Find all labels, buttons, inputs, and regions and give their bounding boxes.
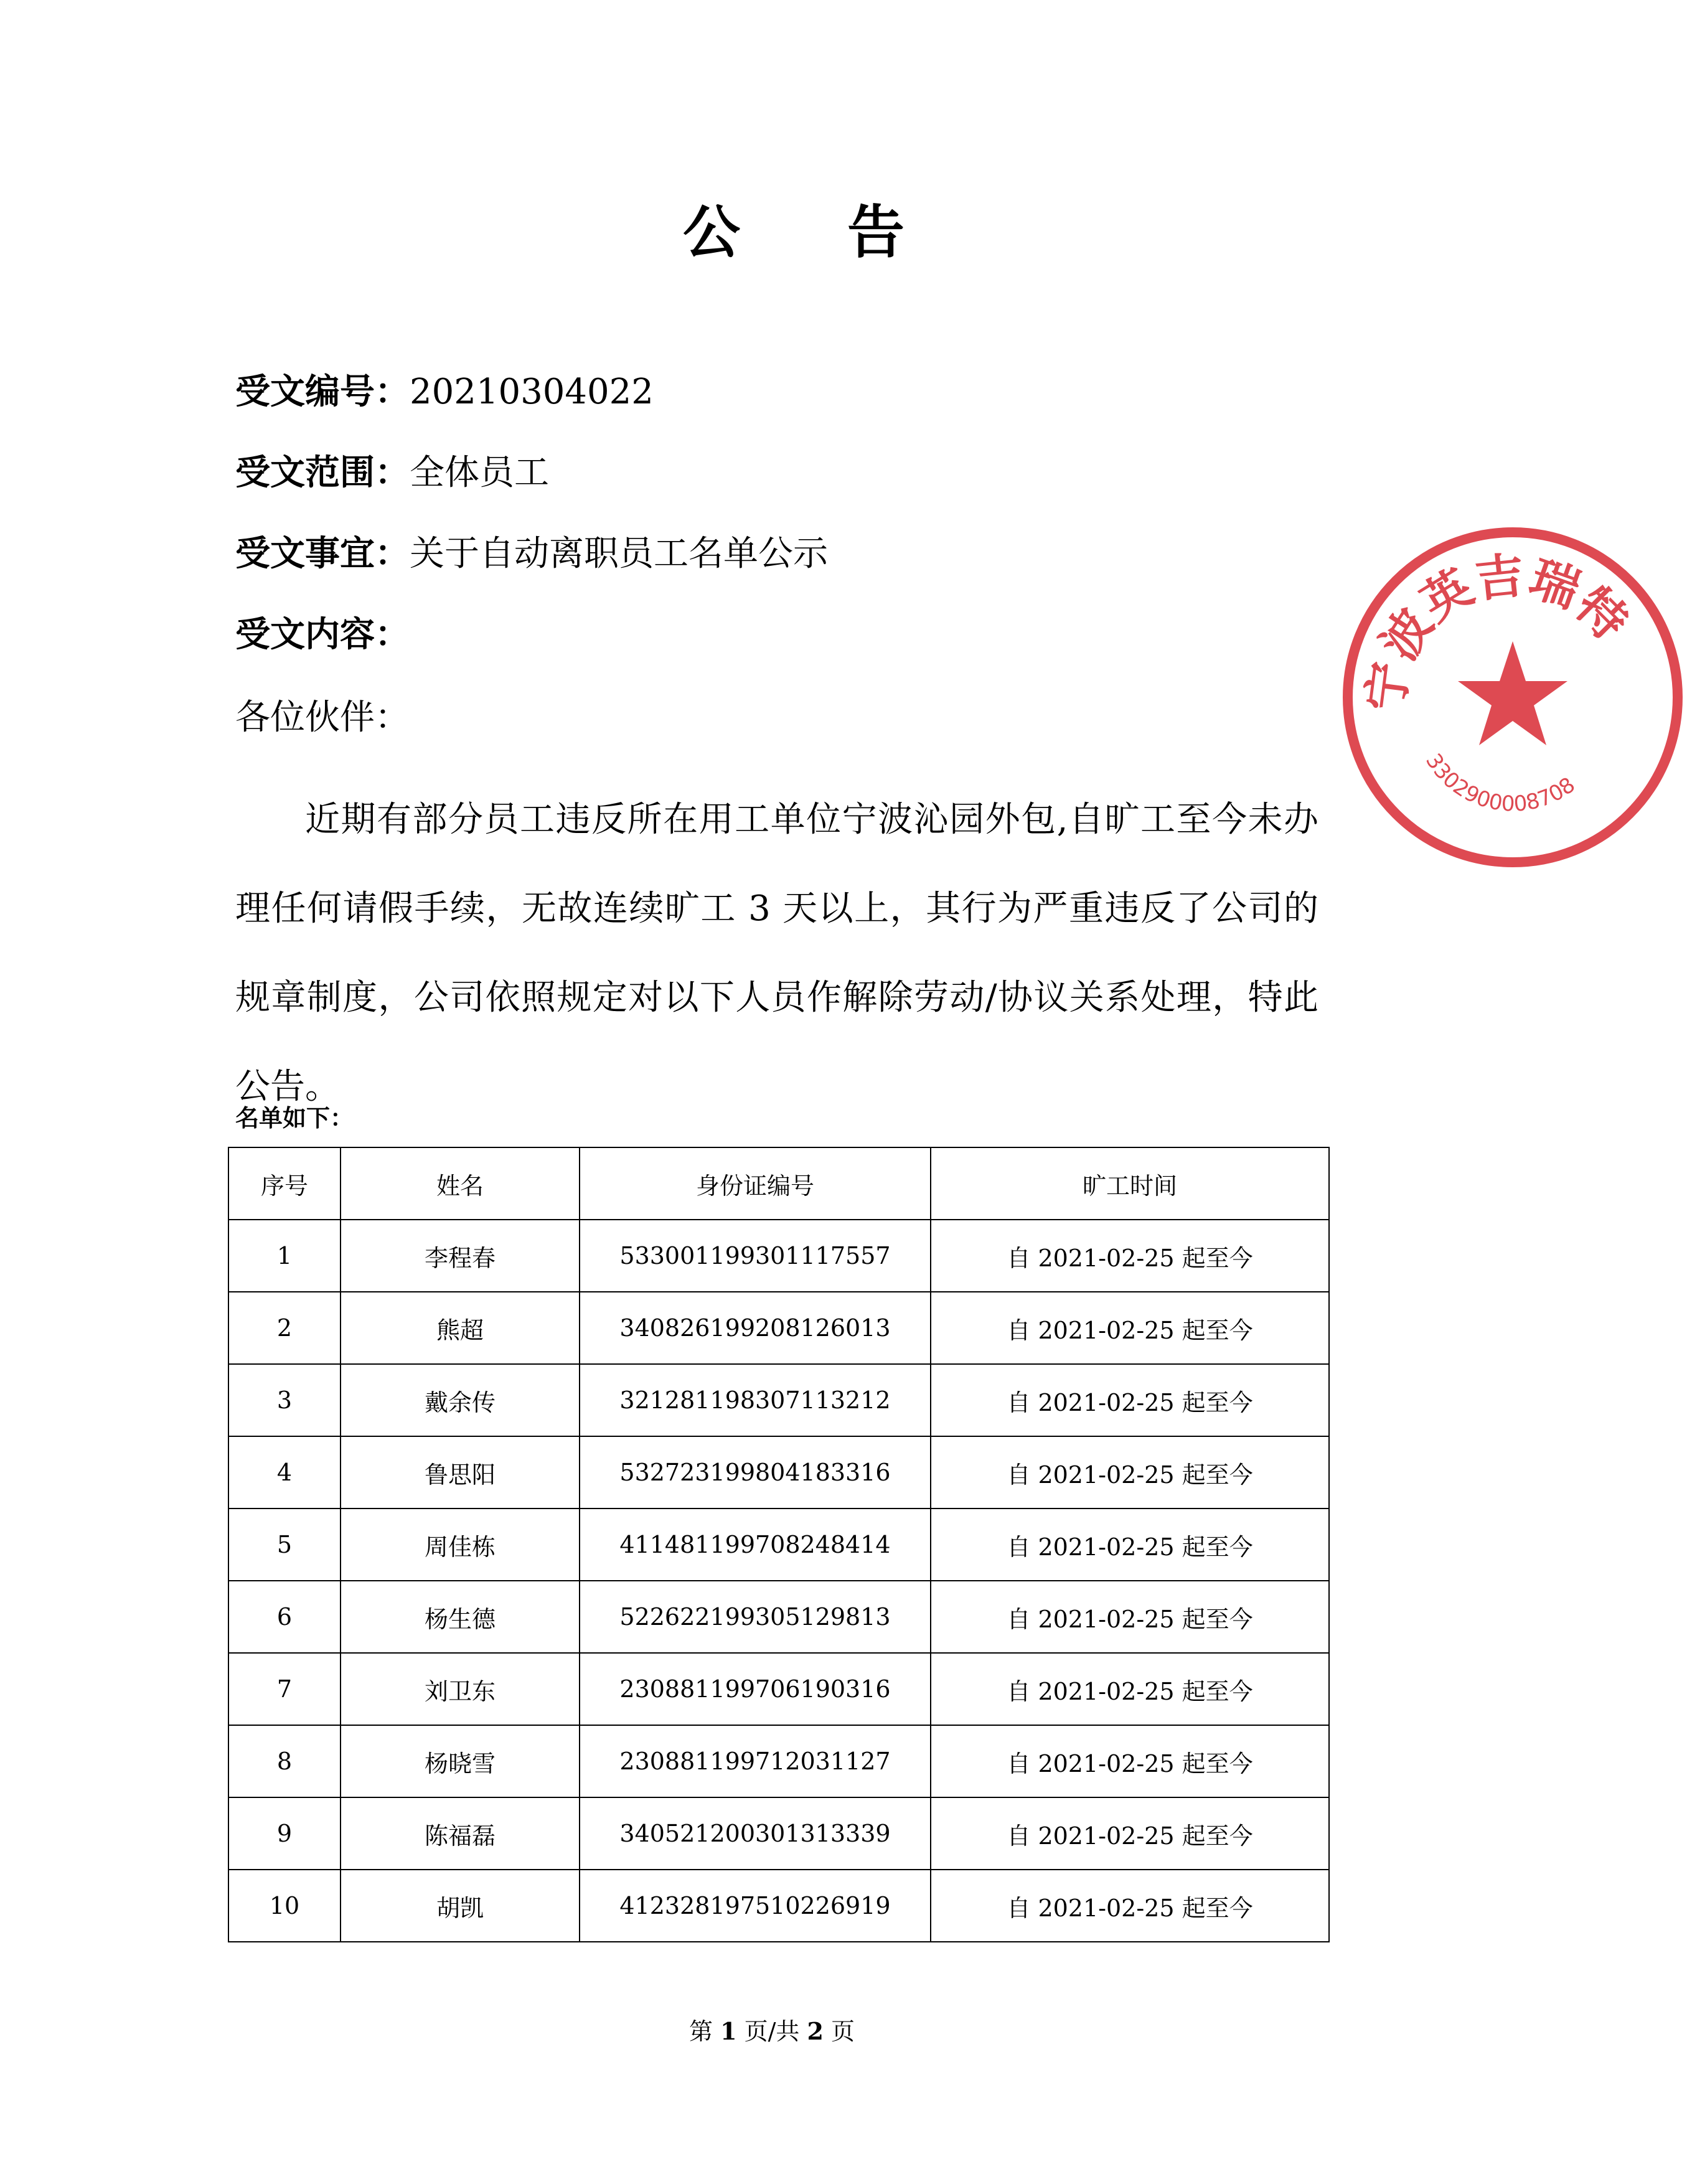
cell-absence-period: 自 2021-02-25 起至今 bbox=[931, 1436, 1329, 1509]
cell-id-number: 230881199706190316 bbox=[580, 1653, 931, 1725]
cell-name: 周佳栋 bbox=[341, 1509, 580, 1581]
seal-company-name: 宁波英吉瑞特 bbox=[1358, 547, 1638, 715]
field-document-number bbox=[235, 370, 654, 414]
total-page-count: 2 bbox=[807, 2017, 824, 2045]
document-title: 公 告 bbox=[682, 199, 949, 266]
header-id-number: 身份证编号 bbox=[580, 1147, 931, 1220]
cell-name: 杨晓雪 bbox=[341, 1725, 580, 1797]
cell-index: 6 bbox=[228, 1581, 341, 1653]
field-value: 关于自动离职员工名单公示 bbox=[410, 534, 828, 574]
cell-absence-period: 自 2021-02-25 起至今 bbox=[931, 1364, 1329, 1436]
cell-absence-period: 自 2021-02-25 起至今 bbox=[931, 1292, 1329, 1364]
cell-name: 戴余传 bbox=[341, 1364, 580, 1436]
cell-absence-period: 自 2021-02-25 起至今 bbox=[931, 1220, 1329, 1292]
table-row bbox=[228, 1509, 1329, 1581]
header-index: 序号 bbox=[228, 1147, 341, 1220]
cell-absence-period: 自 2021-02-25 起至今 bbox=[931, 1509, 1329, 1581]
header-absence-period: 旷工时间 bbox=[931, 1147, 1329, 1220]
cell-index: 5 bbox=[228, 1509, 341, 1581]
current-page-number: 1 bbox=[720, 2017, 737, 2045]
table-row bbox=[228, 1870, 1329, 1942]
field-value: 全体员工 bbox=[410, 453, 549, 493]
table-row bbox=[228, 1653, 1329, 1725]
cell-index: 10 bbox=[228, 1870, 341, 1942]
body-paragraph: 近期有部分员工违反所在用工单位宁波沁园外包,自旷工至今未办理任何请假手续，无故连续旷工 3 天以上，其行为严重违反了公司的规章制度，公司依照规定对以下人员作解除劳动/协议关系处理，特此公告。 bbox=[235, 799, 1318, 1107]
cell-id-number: 230881199712031127 bbox=[580, 1725, 931, 1797]
table-row bbox=[228, 1581, 1329, 1653]
cell-name: 熊超 bbox=[341, 1292, 580, 1364]
seal-number: 3302900008708 bbox=[1421, 749, 1580, 817]
cell-absence-period: 自 2021-02-25 起至今 bbox=[931, 1653, 1329, 1725]
table-row bbox=[228, 1292, 1329, 1364]
table-row bbox=[228, 1364, 1329, 1436]
cell-index: 2 bbox=[228, 1292, 341, 1364]
cell-id-number: 340521200301313339 bbox=[580, 1797, 931, 1870]
cell-index: 1 bbox=[228, 1220, 341, 1292]
company-seal bbox=[1338, 523, 1687, 872]
field-scope bbox=[235, 451, 549, 495]
table-header-row bbox=[228, 1147, 1329, 1220]
cell-id-number: 411481199708248414 bbox=[580, 1509, 931, 1581]
cell-absence-period: 自 2021-02-25 起至今 bbox=[931, 1581, 1329, 1653]
seal-star-icon bbox=[1458, 641, 1567, 745]
seal-number-text bbox=[1421, 749, 1580, 817]
cell-name: 刘卫东 bbox=[341, 1653, 580, 1725]
table-row bbox=[228, 1220, 1329, 1292]
header-name: 姓名 bbox=[341, 1147, 580, 1220]
cell-name: 陈福磊 bbox=[341, 1797, 580, 1870]
cell-id-number: 522622199305129813 bbox=[580, 1581, 931, 1653]
list-heading: 名单如下： bbox=[235, 1104, 354, 1132]
footer-middle: 页/共 bbox=[736, 2018, 807, 2045]
cell-id-number: 532723199804183316 bbox=[580, 1436, 931, 1509]
cell-index: 4 bbox=[228, 1436, 341, 1509]
footer-suffix: 页 bbox=[823, 2018, 855, 2045]
cell-name: 杨生德 bbox=[341, 1581, 580, 1653]
cell-id-number: 412328197510226919 bbox=[580, 1870, 931, 1942]
cell-name: 鲁思阳 bbox=[341, 1436, 580, 1509]
field-label: 受文内容： bbox=[235, 614, 410, 655]
cell-index: 3 bbox=[228, 1364, 341, 1436]
table-row bbox=[228, 1725, 1329, 1797]
cell-index: 7 bbox=[228, 1653, 341, 1725]
table-row bbox=[228, 1797, 1329, 1870]
cell-index: 9 bbox=[228, 1797, 341, 1870]
cell-name: 李程春 bbox=[341, 1220, 580, 1292]
field-label: 受文范围： bbox=[235, 453, 410, 493]
page-footer bbox=[0, 2012, 1544, 2046]
cell-absence-period: 自 2021-02-25 起至今 bbox=[931, 1870, 1329, 1942]
employee-table bbox=[228, 1147, 1330, 1942]
field-label: 受文事宜： bbox=[235, 534, 410, 574]
cell-id-number: 321281198307113212 bbox=[580, 1364, 931, 1436]
field-subject bbox=[235, 532, 828, 576]
field-value: 20210304022 bbox=[410, 372, 654, 412]
cell-index: 8 bbox=[228, 1725, 341, 1797]
cell-absence-period: 自 2021-02-25 起至今 bbox=[931, 1797, 1329, 1870]
field-content bbox=[235, 613, 410, 657]
cell-name: 胡凯 bbox=[341, 1870, 580, 1942]
cell-id-number: 533001199301117557 bbox=[580, 1220, 931, 1292]
table-row bbox=[228, 1436, 1329, 1509]
cell-id-number: 340826199208126013 bbox=[580, 1292, 931, 1364]
cell-absence-period: 自 2021-02-25 起至今 bbox=[931, 1725, 1329, 1797]
greeting: 各位伙伴： bbox=[235, 697, 410, 738]
field-label: 受文编号： bbox=[235, 372, 410, 412]
footer-prefix: 第 bbox=[688, 2018, 721, 2045]
